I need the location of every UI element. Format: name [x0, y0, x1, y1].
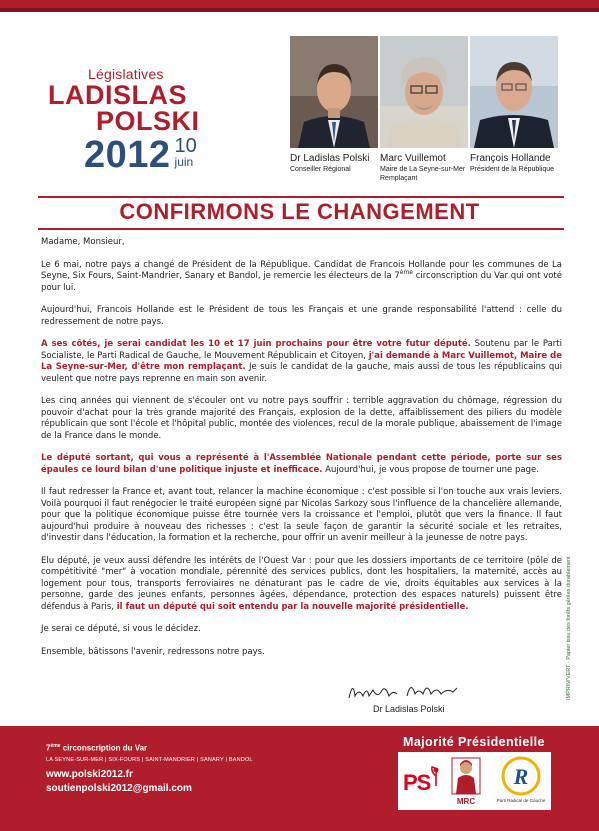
person-name: Marc Vuillemot — [380, 153, 446, 164]
paragraph-1: Le 6 mai, notre pays a changé de Président de la République. Candidat de Francois Hollande pour les communes de La Seyne, Six Fours, Saint-Mandrier, Sanary et Bandol, je remercie les électeurs de la 7ème circonscription du Var qui ont voté pour lui. — [41, 259, 562, 293]
email-link[interactable]: soutienpolski2012@gmail.com — [46, 783, 192, 794]
person-role: Président de la République — [470, 166, 555, 173]
letter-body — [41, 237, 562, 669]
headline-rule-top — [38, 196, 564, 198]
ps-logo: PS — [403, 766, 441, 798]
website-link[interactable]: www.polski2012.fr — [46, 769, 133, 780]
person-role: Maire de La Seyne-sur-Mer — [380, 166, 466, 173]
footer-band — [0, 726, 599, 831]
paragraph-4: Les cinq années qui viennent de s'écouler ont vu notre pays souffrir : terrible aggravation du chômage, régression du pouvoir d'achat pour la très grande majorité des Français, explosion de la dette, affaiblissement des piliers du modèle républicain que sont l'école et l'hôpital public, montée des violences, recul de la morale publique, abaissement de l'image de la France dans le monde. — [41, 396, 562, 441]
caption-ladislas-polski — [290, 153, 369, 174]
paragraph-3: A ses côtés, je serai candidat les 10 et 17 juin prochains pour être votre futur député. Soutenu par le Parti Socialiste, le Parti Radical de Gauche, le Mouvement Républicain et Citoyen, j'ai demandé à Marc Vuillemot, Maire de La Seyne-sur-Mer, d'être mon remplaçant. Je suis le candidat de la gauche, mais aussi de tous les républicains qui veulent que notre pays reprenne en main son avenir. — [41, 339, 562, 384]
caption-marc-vuillemot — [380, 153, 465, 183]
paragraph-9: Ensemble, bâtissons l'avenir, redressons notre pays. — [41, 646, 265, 657]
mrc-logo: MRC — [444, 756, 488, 808]
paragraph-5: Le député sortant, qui vous a représenté à l'Assemblée Nationale pendant cette période, porte sur ses épaules ce lourd bilan d'une politique injuste et inefficace. Aujourd'hui, je vous propose de tourner une page. — [41, 453, 562, 475]
legislatives-label: Législatives — [88, 66, 164, 82]
paragraph-6: Il faut redresser la France et, avant tout, relancer la machine économique : c'est possible si l'on touche aux vrais leviers. Voilà pourquoi il faut renégocier le traité européen signé par Nicolas Sarkozy sous l'influence de la chancelière allemande, pour que la politique économique puisse être tournée vers la croissance et l'emploi, plutôt que vers la finance. Il faut aujourd'hui produire à nouveau des richesses : c'est la seule façon de garantir la sécurité sociale et les retraites, d'investir dans l'éducation, la formation et la recherche, pour offrir un avenir meilleur à la jeunesse de notre pays. — [41, 487, 562, 543]
top-band-shadow — [0, 8, 599, 12]
constituency: 7ème circonscription du Var — [46, 743, 148, 753]
constituency-towns: LA SEYNE-SUR-MER | SIX-FOURS | SAINT-MANDRIER | SANARY | BANDOL — [46, 757, 253, 763]
election-day: 10 — [174, 135, 197, 157]
campaign-logo — [40, 66, 280, 174]
party-logos — [398, 752, 551, 810]
candidate-lastname: POLSKI — [96, 106, 200, 136]
person-name: François Hollande — [470, 153, 551, 164]
paragraph-2: Aujourd'hui, Francois Hollande est le Président de tous les Français et une grande responsabilité l'attend : celle du redressement de notre pays. — [41, 305, 562, 327]
person-role: Conseiller Régional — [290, 166, 351, 173]
paragraph-7: Elu député, je veux aussi défendre les intérêts de l'Ouest Var : pour que les dossiers importants de ce territoire (pôle de compétitivité "mer" à vocation mondiale, pérennité des services publics, dont les hospitaliers, la maternité, accès au logement pour tous, transports ferroviaires ne dénaturant pas le cadre de vie, droits équitables aux services à la personne, garde des jeunes enfants, personnes âgées, dépendance, protection des espaces naturels) puissent être défendus à Paris, il faut un député qui soit entendu par la nouvelle majorité présidentielle. — [41, 555, 562, 612]
paragraph-8: Je serai ce député, si vous le décidez. — [41, 624, 201, 634]
svg-text:R: R — [513, 764, 529, 789]
top-band — [0, 0, 599, 8]
election-date — [84, 136, 280, 174]
photo-francois-hollande — [470, 36, 558, 148]
candidate-firstname: LADISLAS — [48, 80, 187, 110]
signature-name: Dr Ladislas Polski — [373, 704, 445, 714]
headline: CONFIRMONS LE CHANGEMENT — [119, 199, 480, 224]
election-year: 2012 — [84, 134, 171, 176]
handwritten-signature — [345, 676, 465, 706]
salutation: Madame, Monsieur, — [41, 237, 125, 247]
majorite-presidentielle-label: Majorité Présidentielle — [403, 735, 545, 749]
imprim-vert-mention: IMPRIM'VERT · Papier issu des forêts gérées durablement — [566, 556, 572, 700]
person-role-substitute: Remplaçant — [380, 175, 418, 182]
photo-ladislas-polski — [290, 36, 378, 148]
photo-marc-vuillemot — [380, 36, 468, 148]
caption-francois-hollande — [470, 153, 554, 174]
headline-rule-bottom — [38, 228, 564, 230]
election-month: juin — [174, 155, 194, 169]
person-name: Dr Ladislas Polski — [290, 153, 370, 164]
prg-logo: R Parti Radical de Gauche — [493, 754, 549, 808]
